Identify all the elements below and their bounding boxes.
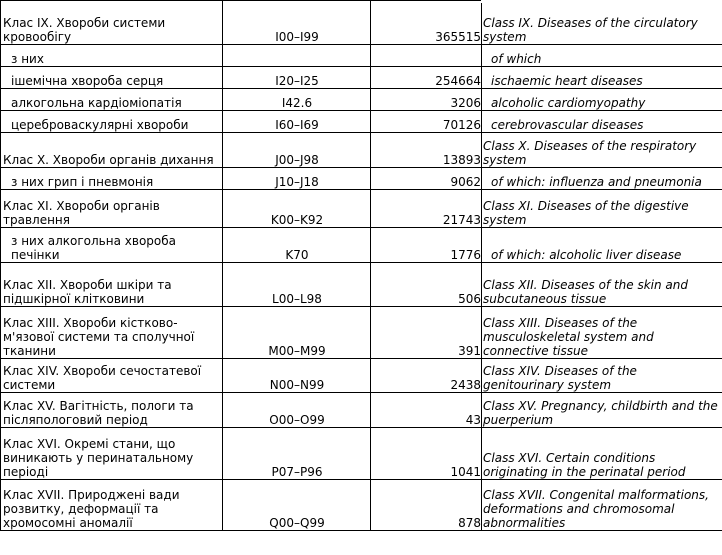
english-cause-cell: Class XV. Pregnancy, childbirth and the puerperium bbox=[482, 393, 722, 428]
icd-code-cell: I42.6 bbox=[223, 89, 371, 111]
ukrainian-cause-cell: цереброваскулярні хвороби bbox=[1, 111, 223, 133]
ukrainian-cause-cell: Клас XVII. Природжені вади розвитку, деформації та хромосомні аномалії bbox=[1, 480, 223, 531]
table-row bbox=[1, 111, 722, 133]
icd-code-cell: I20–I25 bbox=[223, 67, 371, 89]
deaths-count-cell: 878 bbox=[371, 480, 482, 531]
english-cause-cell: Class XVII. Congenital malformations, deformations and chromosomal abnormalities bbox=[482, 480, 722, 531]
english-cause-cell: Class IX. Diseases of the circulatory system bbox=[482, 1, 722, 45]
english-cause-cell: of which bbox=[482, 45, 722, 67]
table-row bbox=[1, 45, 722, 67]
ukrainian-cause-cell: з них грип і пневмонія bbox=[1, 168, 223, 190]
deaths-count-cell: 391 bbox=[371, 307, 482, 359]
icd-code-cell: I00–I99 bbox=[223, 1, 371, 45]
table-row bbox=[1, 190, 722, 228]
english-cause-cell: of which: alcoholic liver disease bbox=[482, 228, 722, 263]
english-cause-cell: Class XIV. Diseases of the genitourinary system bbox=[482, 359, 722, 393]
ukrainian-cause-cell: Клас XVI. Окремі стани, що виникають у перинатальному періоді bbox=[1, 428, 223, 480]
table-row bbox=[1, 168, 722, 190]
icd-code-cell: Q00–Q99 bbox=[223, 480, 371, 531]
english-cause-cell: ischaemic heart diseases bbox=[482, 67, 722, 89]
deaths-count-cell: 254664 bbox=[371, 67, 482, 89]
deaths-count-cell: 43 bbox=[371, 393, 482, 428]
icd-code-cell: J00–J98 bbox=[223, 133, 371, 168]
table-row bbox=[1, 307, 722, 359]
icd-code-cell: K00–K92 bbox=[223, 190, 371, 228]
ukrainian-cause-cell: Клас XV. Вагітність, пологи та післяпологовий період bbox=[1, 393, 223, 428]
table-row bbox=[1, 263, 722, 307]
table-body bbox=[1, 1, 722, 531]
ukrainian-cause-cell: Клас XII. Хвороби шкіри та підшкірної клітковини bbox=[1, 263, 223, 307]
icd-code-cell: O00–O99 bbox=[223, 393, 371, 428]
deaths-count-cell: 9062 bbox=[371, 168, 482, 190]
ukrainian-cause-cell: Клас X. Хвороби органів дихання bbox=[1, 133, 223, 168]
ukrainian-cause-cell: Клас XIV. Хвороби сечостатевої системи bbox=[1, 359, 223, 393]
english-cause-cell: Class XVI. Certain conditions originating in the perinatal period bbox=[482, 428, 722, 480]
table-row bbox=[1, 428, 722, 480]
table-row bbox=[1, 393, 722, 428]
english-cause-cell: alcoholic cardiomyopathy bbox=[482, 89, 722, 111]
icd-code-cell: K70 bbox=[223, 228, 371, 263]
deaths-count-cell: 2438 bbox=[371, 359, 482, 393]
deaths-count-cell: 506 bbox=[371, 263, 482, 307]
table-row bbox=[1, 359, 722, 393]
table-row bbox=[1, 1, 722, 45]
table-row bbox=[1, 133, 722, 168]
table-row bbox=[1, 89, 722, 111]
icd-code-cell: I60–I69 bbox=[223, 111, 371, 133]
ukrainian-cause-cell: Клас IX. Хвороби системи кровообігу bbox=[1, 1, 223, 45]
table-row bbox=[1, 67, 722, 89]
icd-code-cell: P07–P96 bbox=[223, 428, 371, 480]
english-cause-cell: of which: influenza and pneumonia bbox=[482, 168, 722, 190]
ukrainian-cause-cell: з них bbox=[1, 45, 223, 67]
deaths-count-cell: 1776 bbox=[371, 228, 482, 263]
ukrainian-cause-cell: алкогольна кардіоміопатія bbox=[1, 89, 223, 111]
deaths-count-cell: 21743 bbox=[371, 190, 482, 228]
english-cause-cell: cerebrovascular diseases bbox=[482, 111, 722, 133]
english-cause-cell: Class XIII. Diseases of the musculoskeletal system and connective tissue bbox=[482, 307, 722, 359]
deaths-count-cell: 3206 bbox=[371, 89, 482, 111]
english-cause-cell: Class XII. Diseases of the skin and subcutaneous tissue bbox=[482, 263, 722, 307]
table-row bbox=[1, 480, 722, 531]
icd-code-cell: N00–N99 bbox=[223, 359, 371, 393]
icd-code-cell bbox=[223, 45, 371, 67]
top-edge-mask bbox=[481, 0, 722, 3]
table-row bbox=[1, 228, 722, 263]
icd-code-cell: J10–J18 bbox=[223, 168, 371, 190]
ukrainian-cause-cell: Клас XI. Хвороби органів травлення bbox=[1, 190, 223, 228]
ukrainian-cause-cell: Клас XIII. Хвороби кістково-м'язової системи та сполучної тканини bbox=[1, 307, 223, 359]
deaths-count-cell bbox=[371, 45, 482, 67]
deaths-count-cell: 70126 bbox=[371, 111, 482, 133]
ukrainian-cause-cell: ішемічна хвороба серця bbox=[1, 67, 223, 89]
ukrainian-cause-cell: з них алкогольна хвороба печінки bbox=[1, 228, 223, 263]
icd-code-cell: L00–L98 bbox=[223, 263, 371, 307]
deaths-count-cell: 365515 bbox=[371, 1, 482, 45]
deaths-count-cell: 13893 bbox=[371, 133, 482, 168]
deaths-count-cell: 1041 bbox=[371, 428, 482, 480]
english-cause-cell: Class XI. Diseases of the digestive system bbox=[482, 190, 722, 228]
icd-code-cell: M00–M99 bbox=[223, 307, 371, 359]
english-cause-cell: Class X. Diseases of the respiratory system bbox=[482, 133, 722, 168]
